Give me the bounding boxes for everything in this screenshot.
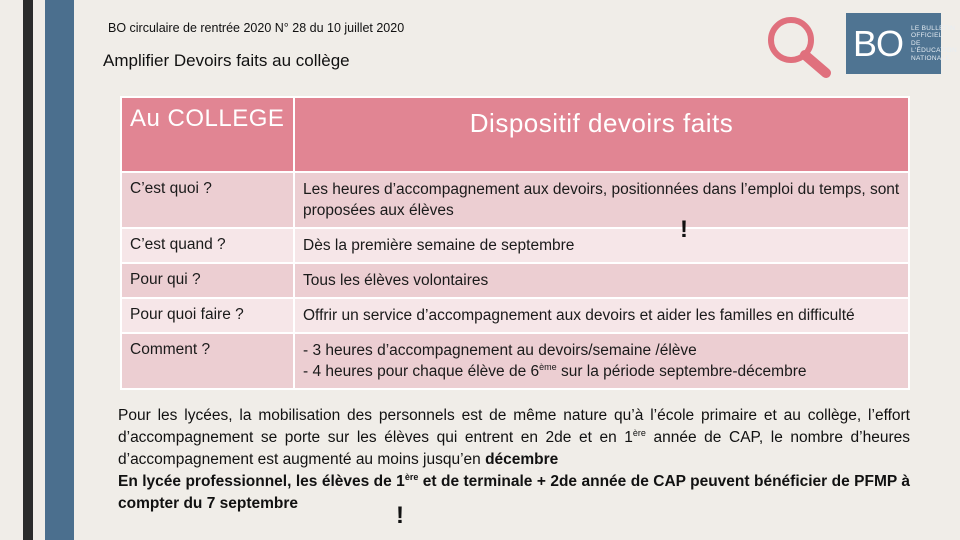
row-value-line1: - 3 heures d’accompagnement au devoirs/semaine /élève <box>303 342 697 359</box>
table-row <box>121 263 909 298</box>
bo-logo <box>846 13 957 74</box>
row-value <box>294 333 909 389</box>
row-label: Pour quoi faire ? <box>121 298 294 333</box>
left-light-stripe <box>33 0 45 540</box>
left-dark-stripe <box>23 0 33 540</box>
table-row <box>121 172 909 228</box>
row-value: Dès la première semaine de septembre <box>294 228 909 263</box>
page-title <box>103 51 350 71</box>
table-header-left: Au COLLEGE <box>121 97 294 172</box>
row-value: Les heures d’accompagnement aux devoirs, positionnées dans l’emploi du temps, sont proposées aux élèves <box>294 172 909 228</box>
dispositif-table <box>120 96 910 390</box>
row-value-line2-pre: - 4 heures pour chaque élève de 6 <box>303 363 540 380</box>
table-row <box>121 333 909 389</box>
row-value-line2 <box>303 361 900 382</box>
magnifier-icon <box>764 14 834 80</box>
body-p1-b: année de CAP, le nombre d’heures d’accompagnement est augmenté au moins jusqu’en <box>118 429 910 468</box>
row-value: Offrir un service d’accompagnement aux devoirs et aider les familles en difficulté <box>294 298 909 333</box>
title-prefix: Amplifier Devoirs faits <box>103 51 268 70</box>
exclamation-mark: ! <box>680 216 688 243</box>
bo-logo-line3: DE L'ÉDUCATION <box>911 39 957 55</box>
circular-reference: BO circulaire de rentrée 2020 N° 28 du 10 juillet 2020 <box>108 21 405 35</box>
body-p1-a: Pour les lycées, la mobilisation des personnels est de même nature qu’à l’école primaire et au collège, l’effort d’accompagnement se porte sur les élèves qui entrent en 2de et en 1 <box>118 407 910 446</box>
table-header-right: Dispositif devoirs faits <box>294 97 909 172</box>
row-label: Comment ? <box>121 333 294 389</box>
body-paragraph <box>118 405 910 515</box>
table-row <box>121 298 909 333</box>
exclamation-mark-bottom: ! <box>396 502 404 529</box>
body-p2-b: et de terminale + 2de année de CAP peuvent bénéficier de PFMP à compter du 7 septembre <box>118 473 911 512</box>
row-value-line2-post: sur la période septembre-décembre <box>556 363 807 380</box>
bo-logo-letters: BO <box>853 22 904 64</box>
row-label: Pour qui ? <box>121 263 294 298</box>
row-label: C’est quand ? <box>121 228 294 263</box>
bo-logo-line4: NATIONALE <box>911 54 951 62</box>
body-p2-a: En lycée professionnel, les élèves de 1 <box>118 473 405 490</box>
body-p1-sup: ère <box>632 427 646 438</box>
body-p1-bold: décembre <box>485 451 559 468</box>
title-suffix: au collège <box>272 51 350 70</box>
row-value-line2-sup: ème <box>539 361 557 372</box>
left-blue-stripe <box>45 0 74 540</box>
row-label: C’est quoi ? <box>121 172 294 228</box>
row-value: Tous les élèves volontaires <box>294 263 909 298</box>
body-p2-sup: ère <box>404 471 419 482</box>
table-header-row <box>121 97 909 172</box>
bo-logo-text <box>911 25 957 63</box>
body-p2 <box>118 473 910 512</box>
bo-logo-line2: OFFICIEL <box>911 32 943 40</box>
table-row <box>121 228 909 263</box>
bo-logo-line1: LE BULLETIN <box>911 24 956 32</box>
